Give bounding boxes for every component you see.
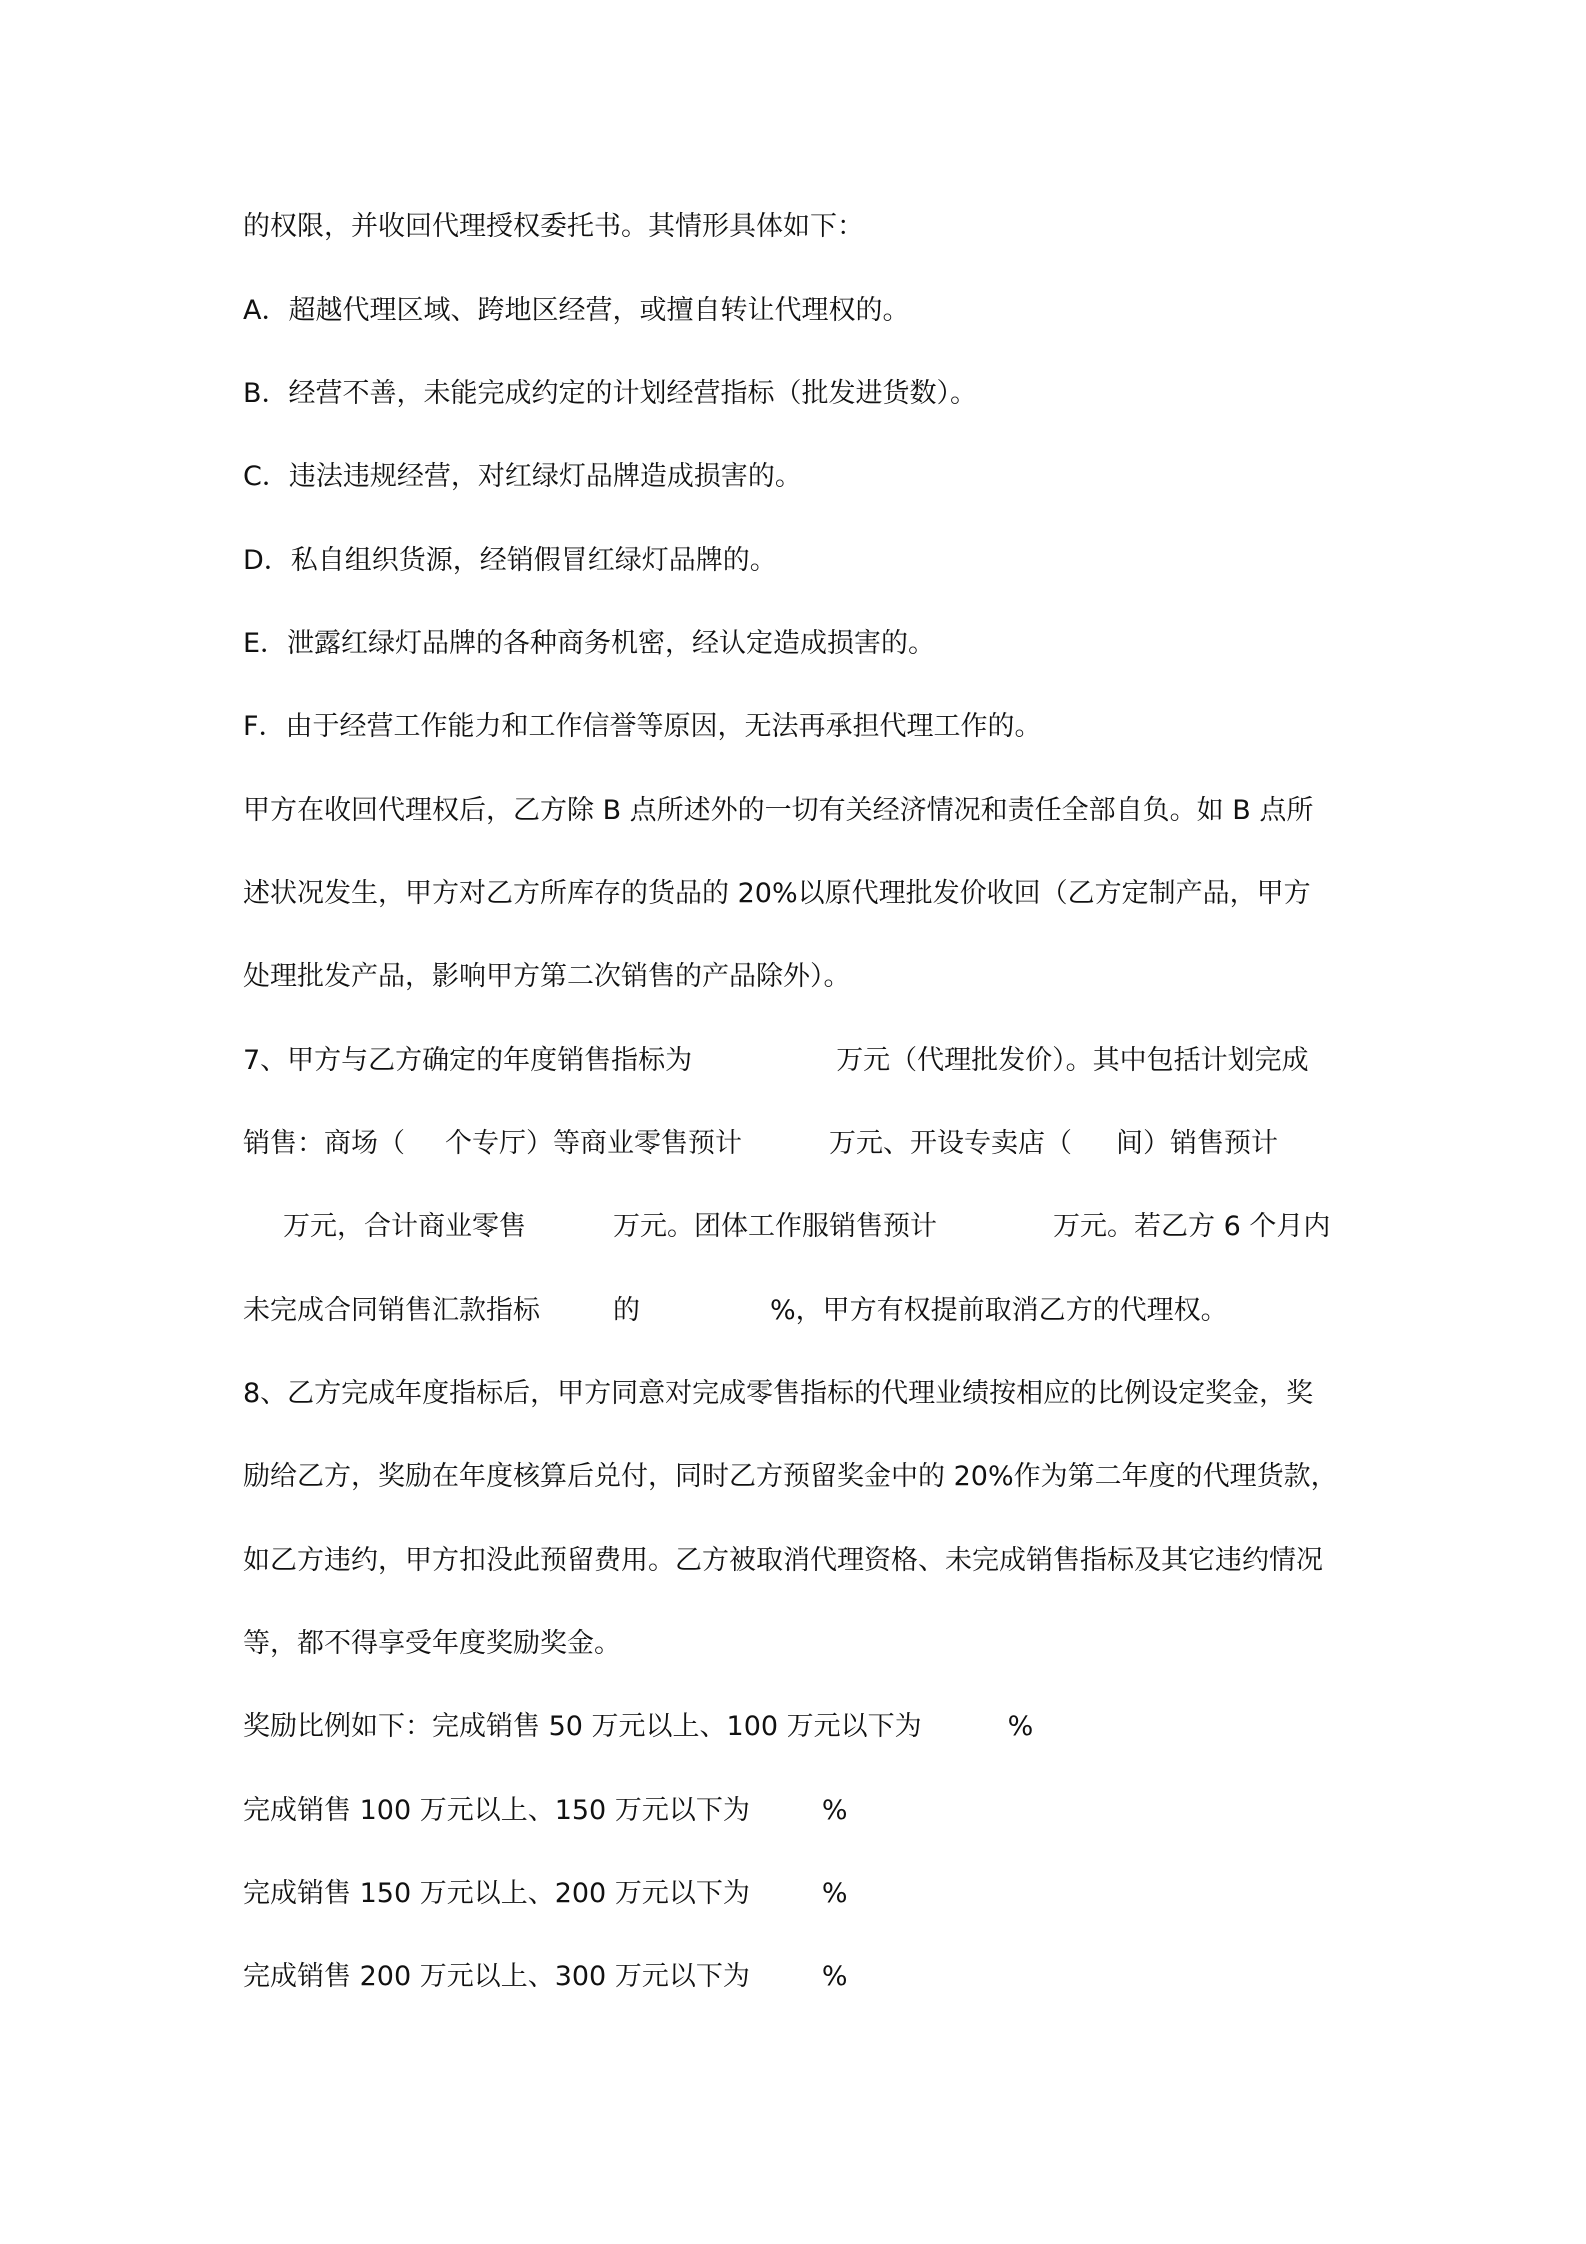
text-line: 的权限，并收回代理授权委托书。其情形具体如下： — [243, 211, 864, 242]
paragraph-line: 甲方在收回代理权后，乙方除 B 点所述外的一切有关经济情况和责任全部自负。如 B 点所 — [243, 795, 1314, 826]
clause-7-line-2 — [243, 1124, 1358, 1164]
list-item-e: E．泄露红绿灯品牌的各种商务机密，经认定造成损害的。 — [243, 628, 936, 659]
paragraph-line: 处理批发产品，影响甲方第二次销售的产品除外）。 — [243, 961, 851, 992]
clause-7-text: 销售：商场（ — [243, 1128, 405, 1159]
reward-unit: % — [1007, 1711, 1034, 1742]
clause-7-text: 万元，合计商业零售 — [283, 1211, 526, 1242]
clause-8-line: 等，都不得享受年度奖励奖金。 — [243, 1628, 621, 1659]
clause-7-text: 未完成合同销售汇款指标 — [243, 1295, 540, 1326]
clause-7-text: 7、甲方与乙方确定的年度销售指标为 — [243, 1045, 693, 1076]
clause-7-text: 万元。团体工作服销售预计 — [613, 1211, 937, 1242]
list-item-c: C．违法违规经营，对红绿灯品牌造成损害的。 — [243, 461, 802, 492]
clause-7-text: 万元（代理批发价）。其中包括计划完成 — [836, 1045, 1309, 1076]
clause-7-line-4 — [243, 1291, 1358, 1331]
clause-7-text: 的 — [613, 1295, 640, 1326]
clause-8-line: 8、乙方完成年度指标后，甲方同意对完成零售指标的代理业绩按相应的比例设定奖金，奖 — [243, 1378, 1314, 1409]
reward-text: 奖励比例如下：完成销售 50 万元以上、100 万元以下为 — [243, 1711, 922, 1742]
reward-text: 完成销售 100 万元以上、150 万元以下为 — [243, 1795, 750, 1826]
reward-text: 完成销售 150 万元以上、200 万元以下为 — [243, 1878, 750, 1909]
reward-line — [243, 1791, 1358, 1831]
list-item-a: A．超越代理区域、跨地区经营，或擅自转让代理权的。 — [243, 295, 910, 326]
reward-unit: % — [821, 1961, 848, 1992]
reward-unit: % — [821, 1795, 848, 1826]
clause-7-line-3 — [243, 1207, 1358, 1247]
list-item-f: F．由于经营工作能力和工作信誉等原因，无法再承担代理工作的。 — [243, 711, 1042, 742]
list-item-b: B．经营不善，未能完成约定的计划经营指标（批发进货数）。 — [243, 378, 978, 409]
clause-7-line-1 — [243, 1041, 1358, 1081]
clause-8-line: 如乙方违约，甲方扣没此预留费用。乙方被取消代理资格、未完成销售指标及其它违约情况 — [243, 1545, 1323, 1576]
clause-7-text: 间）销售预计 — [1116, 1128, 1278, 1159]
clause-8-line: 励给乙方，奖励在年度核算后兑付，同时乙方预留奖金中的 20%作为第二年度的代理货款， — [243, 1461, 1338, 1492]
clause-7-text: 个专厅）等商业零售预计 — [445, 1128, 742, 1159]
list-item-d: D．私自组织货源，经销假冒红绿灯品牌的。 — [243, 545, 777, 576]
paragraph-line: 述状况发生，甲方对乙方所库存的货品的 20%以原代理批发价收回（乙方定制产品，甲方 — [243, 878, 1311, 909]
reward-line — [243, 1707, 1358, 1747]
reward-line — [243, 1874, 1358, 1914]
clause-7-text: %，甲方有权提前取消乙方的代理权。 — [770, 1295, 1228, 1326]
clause-7-text: 万元。若乙方 6 个月内 — [1053, 1211, 1331, 1242]
reward-text: 完成销售 200 万元以上、300 万元以下为 — [243, 1961, 750, 1992]
reward-line — [243, 1957, 1358, 1997]
reward-unit: % — [821, 1878, 848, 1909]
clause-7-text: 万元、开设专卖店（ — [829, 1128, 1072, 1159]
